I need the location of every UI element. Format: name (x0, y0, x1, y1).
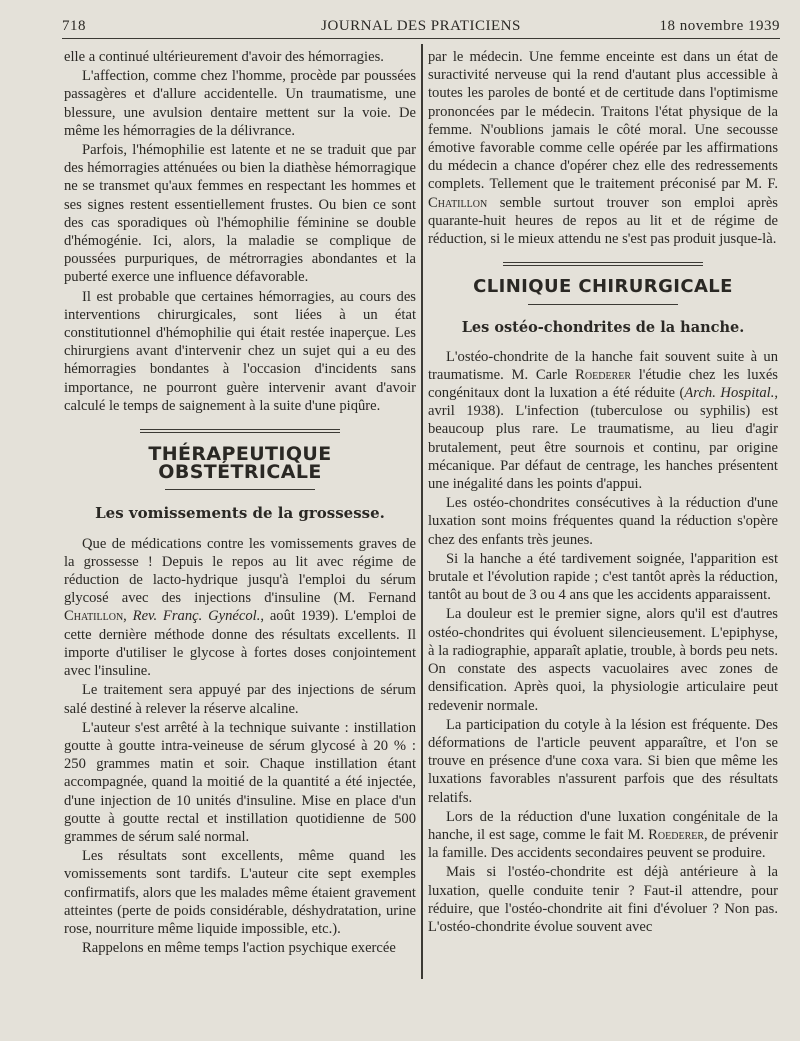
paragraph: Parfois, l'hémophilie est latente et ne se traduit que par des hémorragies atténuées ou bien la diathèse hémorragique ne se transmet qu'aux femmes en respectant les hommes et ses signes restent essentiellement frustes. Ou bien ce sont des cas sporadiques où l'hémophilie féminine se double d'hémogénie. Ici, alors, la maladie se complique de poussées purpuriques, de métrorragies abondantes et la puberté exerce une influence défavorable. (64, 142, 416, 286)
author-name: Chatillon (64, 608, 124, 625)
paragraph: L'affection, comme chez l'homme, procède par poussées passagères et d'allure accidentelle. Un traumatisme, une blessure, une avulsion dentaire mettent sur la voie. De même les hémorragies de la délivrance. (64, 68, 416, 139)
section-separator (140, 429, 340, 433)
paragraph: L'auteur s'est arrêté à la technique suivante : instillation goutte à goutte intra-veineuse de sérum glycosé à 20 % : 250 grammes matin et soir. Chaque instillation étant accompagnée, quand la moitié de la quantité a été injectée, d'une injection de 10 unités d'insuline. Mise en place d'un goutte à goutte rectal et instillation quotidienne de 500 grammes de sérum salé normal. (64, 719, 416, 845)
paragraph: Les résultats sont excellents, même quand les vomissements sont tardifs. L'auteur cite sept exemples confirmatifs, alors que les malades même étaient gravement atteintes (perte de poids considérable, déshydratation, urine rose, nourriture même liquide impossible, etc.). (64, 848, 416, 937)
paragraph: Si la hanche a été tardivement soignée, l'apparition est brutale et l'évolution rapide ; c'est tantôt après la réduction, tantôt au bout de 3 ou 4 ans que les accidents apparaissent. (428, 550, 778, 604)
journal-reference: Rev. Franç. Gynécol. (132, 608, 261, 625)
paragraph: Le traitement sera appuyé par des injections de sérum salé destiné à relever la réserve alcaline. (64, 682, 416, 717)
section-title: THÉRAPEUTIQUE OBSTÉTRICALE (148, 443, 332, 484)
paragraph: Lors de la réduction d'une luxation congénitale de la hanche, il est sage, comme le fait M. Roederer, de prévenir la famille. Des accidents secondaires peuvent se produire. (428, 808, 778, 862)
column-divider (421, 44, 423, 979)
paragraph: Mais si l'ostéo-chondrite est déjà antérieure à la luxation, quelle conduite tenir ? Faut-il attendre, pour réduire, que l'ostéo-chondrite ait fini d'évoluer ? Non pas. L'ostéo-chondrite évolue souvent avec (428, 864, 778, 935)
paragraph: La participation du cotyle à la lésion est fréquente. Des déformations de l'article peuvent apparaître, et l'on se trouve en présence d'une coxa vara. Si bien que même les luxations favorables n'assurent parfois que des résultats relatifs. (428, 716, 778, 806)
title-underline (528, 304, 678, 305)
paragraph: par le médecin. Une femme enceinte est dans un état de suractivité nerveuse qui la rend d'autant plus accessible à toutes les paroles de bonté et de certitude dans l'optimisme prononcées par le médecin. Traitons l'état physique de la femme. N'oublions jamais le côté moral. Une secousse émotive favorable comme celle opérée par les affirmations du médecin a chance d'opérer chez elle des redressements complets. Tellement que le traitement préconisé par M. F. Chatillon semble surtout trouver son emploi après quarante-huit heures de repos au lit et de régime de réduction, si le mieux attendu ne s'est pas produit jusque-là. (428, 49, 778, 248)
paragraph: Que de médications contre les vomissements graves de la grossesse ! Depuis le repos au lit avec régime de réduction de lacto-hydrique jusqu'à l'emploi du sérum glycosé avec des injections d'insuline (M. Fernand Chatillon, Rev. Franç. Gynécol., août 1939). L'emploi de cette dernière méthode donne des résultats excellents. Il importe d'utiliser le glycose à fortes doses conjointement avec l'insuline. (64, 535, 416, 680)
journal-title: JOURNAL DES PRATICIENS (321, 18, 521, 34)
title-underline (165, 489, 315, 490)
left-column (64, 48, 416, 1033)
author-name: Chatillon (428, 194, 488, 211)
paragraph: Les ostéo-chondrites consécutives à la réduction d'une luxation sont moins fréquentes quand la réduction s'opère chez des enfants très jeunes. (428, 495, 778, 548)
right-column (428, 48, 778, 1033)
page-header (62, 16, 780, 39)
page-number: 718 (62, 18, 86, 34)
paragraph: elle a continué ultérieurement d'avoir des hémorragies. (64, 49, 384, 65)
issue-date: 18 novembre 1939 (659, 18, 780, 34)
section-separator (503, 262, 703, 266)
paragraph: Il est probable que certaines hémorragies, au cours des interventions chirurgicales, sont liées à un état constitutionnel d'hémophilie qui était restée inaperçue. Les chirurgiens avant d'intervenir chez un sujet qui a eu des hémorragies bondantes à l'occasion d'incidents sans importance, ne pourront guère intervenir avant d'avoir calculé le temps de saignement à la suite d'une piqûre. (64, 288, 416, 414)
author-name: Roederer (575, 366, 632, 383)
article-subtitle: Les ostéo-chondrites de la hanche. (461, 319, 745, 337)
paragraph: Rappelons en même temps l'action psychique exercée (82, 940, 396, 957)
paragraph: L'ostéo-chondrite de la hanche fait souvent suite à un traumatisme. M. Carle Roederer l'étudie chez les luxés congénitaux dont la luxation a été réduite (Arch. Hospital., avril 1938). L'infection (tuberculose ou syphilis) est beaucoup plus rare. Le traumatisme, au lieu d'agir brutalement, peut être sournois et continu, par origine mécanique. Par défaut de centrage, les hanches présentent une inégalité dans les points d'appui. (428, 348, 778, 493)
paragraph: La douleur est le premier signe, alors qu'il est d'autres ostéo-chondrites qui évoluent silencieusement. L'epiphyse, à la radiographie, apparaît aplatie, trouble, à bords peu nets. On constate des aspects vacuolaires avec zones de densification. Après quoi, la physiologie articulaire peut redevenir normale. (428, 606, 778, 714)
journal-reference: Arch. Hospital. (684, 385, 775, 402)
section-title: CLINIQUE CHIRURGICALE (473, 276, 733, 298)
article-subtitle: Les vomissements de la grossesse. (95, 504, 385, 523)
author-name: Roederer (648, 826, 705, 843)
